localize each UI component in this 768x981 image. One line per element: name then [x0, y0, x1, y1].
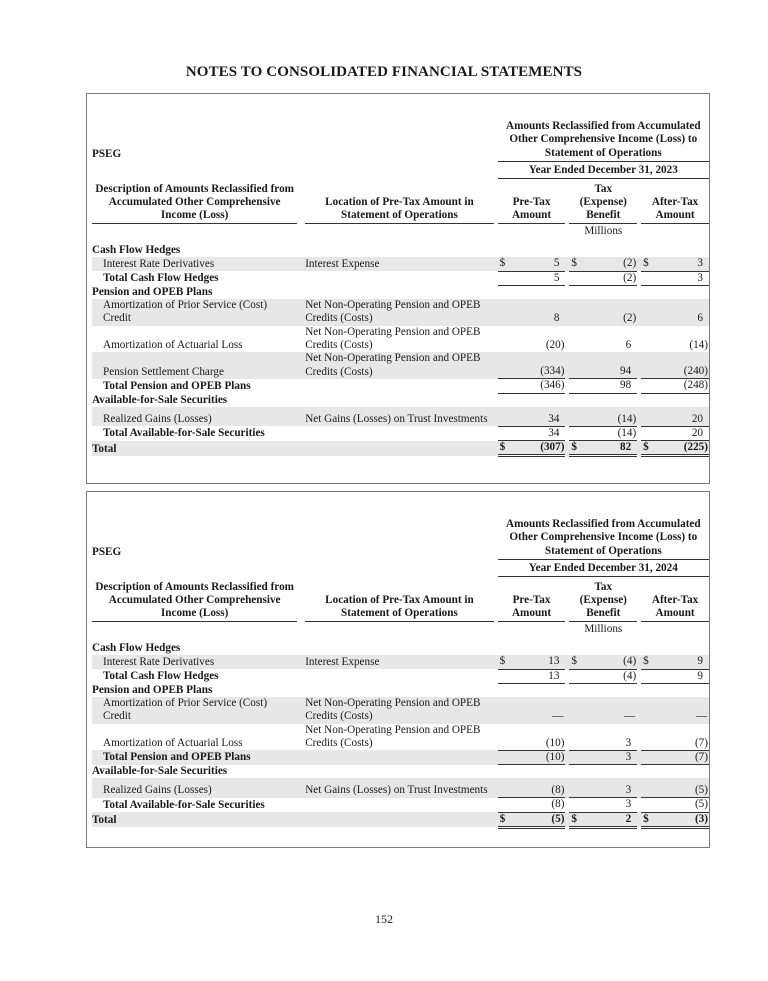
row-label: Amortization of Actuarial Loss [103, 339, 243, 352]
pretax-value: 5 [498, 271, 566, 285]
tax-value: $ 2 [569, 812, 637, 827]
tax-value: 3 [569, 724, 637, 751]
row-label: Realized Gains (Losses) [92, 778, 297, 797]
row-label: Interest Rate Derivatives [92, 655, 297, 669]
aftertax-value: (240) [641, 352, 709, 379]
section-cash-flow-hedges: Cash Flow Hedges [92, 243, 181, 256]
pretax-value: (20) [545, 339, 565, 352]
row-location: Net Non-Operating Pension and OPEB Credits (Costs) [305, 723, 481, 750]
aftertax-value: $ (3) [641, 812, 709, 827]
table-row [92, 299, 709, 326]
tax-value: 3 [569, 750, 637, 764]
tax-value: $ (4) [571, 655, 637, 668]
aftertax-value: 20 [641, 426, 709, 440]
row-location: Net Non-Operating Pension and OPEB Credits (Costs) [305, 352, 494, 379]
pretax-value: $ 13 [498, 655, 566, 669]
table-row-grand-total [92, 812, 709, 827]
section-available-for-sale: Available-for-Sale Securities [92, 393, 228, 406]
aftertax-value: (7) [641, 750, 709, 764]
row-label: Amortization of Prior Service (Cost) Credit [92, 697, 297, 724]
pretax-value: (334) [498, 352, 566, 379]
row-label: Total Cash Flow Hedges [103, 670, 219, 683]
aftertax-value: 3 [641, 271, 709, 285]
table-row [92, 655, 709, 669]
row-location: Net Gains (Losses) on Trust Investments [305, 778, 494, 797]
pretax-value: $ (307) [498, 441, 566, 456]
col-header-pretax: Pre-Tax Amount [498, 577, 566, 621]
row-label: Total Pension and OPEB Plans [103, 379, 251, 392]
col-header-description: Description of Amounts Reclassified from Accumulated Other Comprehensive Income (Loss) [92, 179, 297, 223]
row-label: Total [92, 812, 297, 827]
page-number: 152 [375, 912, 393, 926]
row-location: Interest Expense [305, 257, 494, 271]
tax-value: 3 [569, 778, 637, 797]
aftertax-value: $ (225) [641, 441, 709, 456]
col-header-tax: Tax (Expense) Benefit [569, 179, 637, 223]
table-row [92, 352, 709, 379]
tax-value: (2) [569, 271, 637, 285]
aftertax-value: (14) [689, 339, 708, 352]
tax-value: — [569, 697, 637, 724]
period-header: Year Ended December 31, 2024 [498, 560, 709, 577]
tax-value: (14) [569, 426, 637, 440]
aftertax-value: 6 [641, 299, 709, 326]
row-label: Total [92, 441, 297, 456]
table-row-total [92, 798, 709, 812]
table-row [92, 778, 709, 797]
table-row-total [92, 669, 709, 683]
section-cash-flow-hedges: Cash Flow Hedges [92, 641, 181, 654]
tax-value: $ (2) [571, 257, 637, 270]
row-location: Net Non-Operating Pension and OPEB Credits (Costs) [305, 299, 494, 326]
pretax-value: (10) [498, 750, 566, 764]
row-label: Realized Gains (Losses) [92, 407, 297, 426]
col-header-tax: Tax (Expense) Benefit [569, 577, 637, 621]
pretax-value: — [498, 697, 566, 724]
reclassification-table-2024 [86, 491, 710, 848]
section-pension-opeb: Pension and OPEB Plans [92, 683, 213, 696]
col-header-location: Location of Pre-Tax Amount in Statement of Operations [305, 577, 494, 621]
company-label: PSEG [92, 148, 122, 161]
pretax-value: 34 [498, 407, 566, 426]
tax-value: 6 [625, 339, 632, 352]
col-header-location: Location of Pre-Tax Amount in Statement of Operations [305, 179, 494, 223]
table-row-total [92, 426, 709, 440]
units-label: Millions [584, 224, 623, 237]
row-location: Net Non-Operating Pension and OPEB Credits (Costs) [305, 325, 481, 352]
pretax-value: $ 5 [498, 257, 566, 271]
table-row-total [92, 379, 709, 393]
pretax-value: 13 [498, 669, 566, 683]
aftertax-value: (7) [641, 724, 709, 751]
tax-value: 98 [569, 379, 637, 393]
table-row-total [92, 271, 709, 285]
col-header-aftertax: After-Tax Amount [641, 577, 709, 621]
reclassification-table-2023 [86, 93, 710, 484]
col-header-description: Description of Amounts Reclassified from Accumulated Other Comprehensive Income (Loss) [92, 577, 297, 621]
pretax-value: (8) [498, 778, 566, 797]
table-row-total [92, 750, 709, 764]
pretax-value: $ (5) [498, 812, 566, 827]
table-2023 [92, 102, 709, 457]
tax-value: $ 82 [569, 441, 637, 456]
group-header: Amounts Reclassified from Accumulated Other Comprehensive Income (Loss) to Statement of Operations [498, 500, 709, 560]
tax-value: (2) [569, 299, 637, 326]
section-pension-opeb: Pension and OPEB Plans [92, 285, 213, 298]
aftertax-value: — [641, 697, 709, 724]
col-header-aftertax: After-Tax Amount [641, 179, 709, 223]
aftertax-value: $ 9 [641, 655, 709, 669]
row-location: Interest Expense [305, 655, 494, 669]
table-2024 [92, 500, 709, 829]
col-header-pretax: Pre-Tax Amount [498, 179, 566, 223]
pretax-value: (346) [498, 379, 566, 393]
tax-value: 94 [569, 352, 637, 379]
tax-value: (14) [569, 407, 637, 426]
aftertax-value: $ 3 [641, 257, 709, 271]
row-label: Total Available-for-Sale Securities [103, 427, 265, 440]
table-row [92, 724, 709, 751]
table-row [92, 326, 709, 353]
row-label: Total Cash Flow Hedges [103, 272, 219, 285]
aftertax-value: 20 [641, 407, 709, 426]
row-label: Pension Settlement Charge [92, 352, 297, 379]
row-label: Total Available-for-Sale Securities [103, 798, 265, 811]
company-label: PSEG [92, 546, 122, 559]
period-header: Year Ended December 31, 2023 [498, 162, 709, 179]
aftertax-value: (5) [641, 778, 709, 797]
aftertax-value: (248) [641, 379, 709, 393]
table-row [92, 407, 709, 426]
row-label: Interest Rate Derivatives [92, 257, 297, 271]
table-row [92, 697, 709, 724]
pretax-value: 34 [498, 426, 566, 440]
section-available-for-sale: Available-for-Sale Securities [92, 765, 228, 778]
page-title: NOTES TO CONSOLIDATED FINANCIAL STATEMENTS [185, 64, 583, 80]
pretax-value: (10) [498, 724, 566, 751]
row-label: Amortization of Prior Service (Cost) Credit [92, 299, 297, 326]
units-label: Millions [584, 622, 623, 635]
row-label: Amortization of Actuarial Loss [103, 737, 243, 750]
row-location: Net Gains (Losses) on Trust Investments [305, 407, 494, 426]
tax-value: (4) [569, 669, 637, 683]
table-row [92, 257, 709, 271]
aftertax-value: (5) [641, 798, 709, 812]
row-label: Total Pension and OPEB Plans [92, 750, 297, 764]
tax-value: 3 [569, 798, 637, 812]
row-location: Net Non-Operating Pension and OPEB Credits (Costs) [305, 697, 494, 724]
pretax-value: (8) [498, 798, 566, 812]
table-row-grand-total [92, 441, 709, 456]
aftertax-value: 9 [641, 669, 709, 683]
pretax-value: 8 [498, 299, 566, 326]
group-header: Amounts Reclassified from Accumulated Other Comprehensive Income (Loss) to Statement of Operations [498, 102, 709, 162]
